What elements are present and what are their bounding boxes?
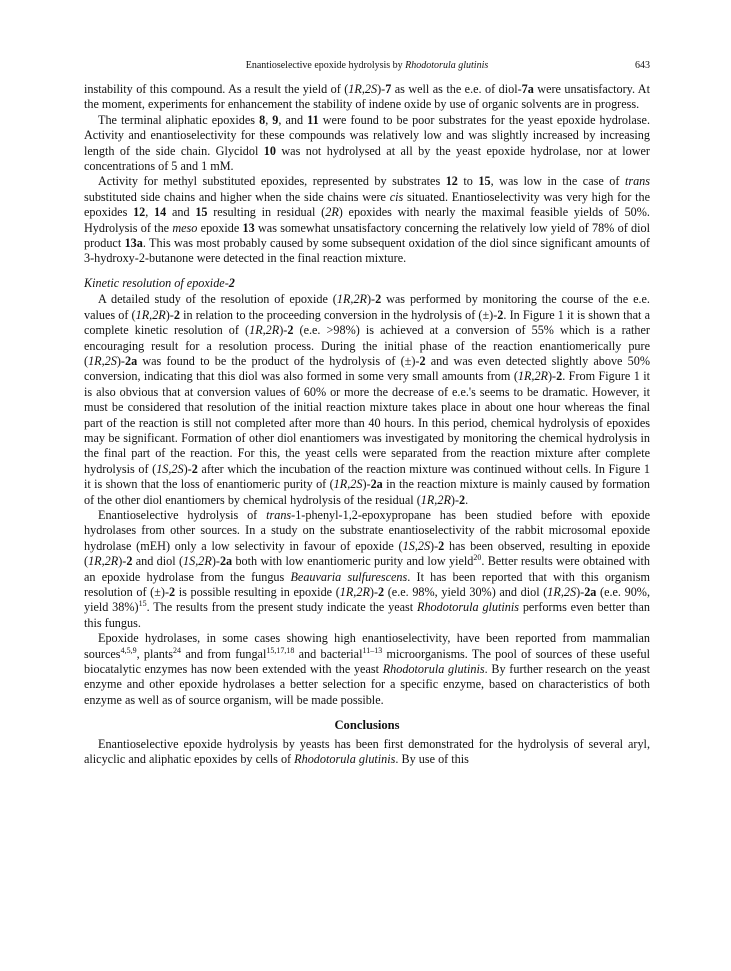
italic-text: 1R,2R <box>249 323 280 338</box>
italic-text: 1R,2R <box>336 292 367 307</box>
compound-number: 2 <box>459 492 466 507</box>
text-run: , and <box>278 112 308 127</box>
text-run: has been observed, resulting in epoxide ( <box>84 538 650 569</box>
italic-text: trans <box>266 507 292 522</box>
compound-number: 14 <box>154 205 167 220</box>
compound-number: 11 <box>307 112 319 127</box>
text-run: )- <box>366 292 376 307</box>
citation-ref: 20 <box>473 553 482 563</box>
text-run: )- <box>118 554 127 569</box>
compound-number: 7a <box>521 82 534 96</box>
text-run: Enantioselective hydrolysis of <box>98 507 267 522</box>
paragraph <box>84 292 650 508</box>
compound-number: 2 <box>287 323 294 338</box>
text-run: and from fungal <box>181 646 267 661</box>
italic-text: 1S,2R <box>183 554 212 569</box>
text-run: epoxide <box>197 220 243 235</box>
text-run: resulting in residual ( <box>207 205 326 220</box>
text-run: , <box>145 205 155 220</box>
running-title-text: Enantioselective epoxide hydrolysis by <box>245 60 406 71</box>
paragraph <box>84 631 650 708</box>
italic-text: 1R,2R <box>517 369 548 384</box>
italic-text: 1R,2S <box>88 353 117 368</box>
text-run: (e.e. 90%, yield 38%) <box>84 585 650 615</box>
italic-text: trans <box>624 174 651 189</box>
compound-number: 2 <box>378 585 385 599</box>
compound-number: 2 <box>419 353 426 368</box>
italic-text: 1S,2S <box>156 461 184 476</box>
text-run: and diol ( <box>132 554 184 569</box>
text-run: )- <box>362 477 371 492</box>
subsection-heading-compound: 2 <box>228 275 235 290</box>
text-run: )- <box>450 492 460 507</box>
text-run: )- <box>430 538 439 553</box>
text-run: . In Figure 1 it is shown that a complete kinetic resolution of ( <box>84 307 650 338</box>
text-run: . From Figure 1 it is also obvious that at conversion values of 60% or more the decrease of e.e.'s seems to be dramatic. However, it must be considered that resolution of the initial reaction mixture takes place in about one hour whereas the final part of the reaction is still not completed after more than 40 hours. In this period, chemical hydrolysis of epoxides may be significant. Formation of other diol enantiomers was investigated by monitoring the chemical hydrolysis in the final part of the reaction. For this, the yeast cells were separated from the reaction mixture after complete hydrolysis of ( <box>84 369 650 476</box>
italic-text: 1R,2R <box>420 492 451 507</box>
text-run: (e.e. 98%, yield 30%) and diol ( <box>384 585 548 599</box>
text-run: . It has been reported that with this organism resolution of (±)- <box>84 569 650 599</box>
citation-ref: 15,17,18 <box>266 645 295 655</box>
compound-number: 2 <box>173 307 180 322</box>
italic-text: 1S,2S <box>402 538 431 553</box>
running-title <box>84 60 650 72</box>
text-run: and bacterial <box>294 646 363 661</box>
citation-ref: 24 <box>173 645 182 655</box>
text-run: )- <box>377 82 386 96</box>
text-run: , <box>265 112 273 127</box>
compound-number: 8 <box>259 112 266 127</box>
text-run: were unsatisfactory. At the moment, experiments for enhancement the stability of indene oxide by use of organic solvents are in progress. <box>84 82 650 112</box>
page-number: 643 <box>635 60 650 71</box>
italic-text: Beauvaria sulfurescens <box>290 569 408 584</box>
text-run: after which the incubation of the reaction mixture was continued without cells. In Figure 1 it is shown that the loss of enantiomeric purity of ( <box>84 461 651 492</box>
text-run: substituted side chains and higher when the side chains were <box>84 189 390 204</box>
text-run: . This was most probably caused by some subsequent oxidation of the diol since significant amounts of 3-hydroxy-2-butanone were detected in the final reaction mixture. <box>84 236 650 266</box>
text-run: . By use of this <box>395 752 469 767</box>
text-run: , plants <box>136 646 174 661</box>
text-run: (e.e. >98%) is achieved at a conversion of 55% which is a rather encouraging result for a resolution process. During the initial phase of the reaction enantiomerically pure ( <box>84 323 650 368</box>
compound-number: 9 <box>272 112 279 127</box>
text-run: , was low in the case of <box>490 174 625 189</box>
citation-ref: 4,5,9 <box>120 645 137 655</box>
italic-text: 1R,2R <box>339 585 370 599</box>
text-run: )- <box>576 585 585 599</box>
compound-number: 2 <box>375 292 382 307</box>
italic-text: Rhodotorula glutinis <box>417 600 520 615</box>
paragraph <box>84 113 650 175</box>
italic-text: 1R,2R <box>135 307 166 322</box>
italic-text: 1R,2R <box>88 554 119 569</box>
text-run: -1-phenyl-1,2-epoxypropane has been studied before with epoxide hydrolases from other sources. In a study on the substrate enantioselectivity of the rabbit microsomal epoxide hydrolase (mEH) only a low selectivity in favour of epoxide ( <box>84 507 650 553</box>
text-run: )- <box>183 461 192 476</box>
text-run: microorganisms. The pool of sources of these useful biocatalytic enzymes has now been extended with the yeast <box>84 646 650 677</box>
text-run: in relation to the proceeding conversion in the hydrolysis of (±)- <box>179 307 498 322</box>
text-run: was somewhat unsatisfactory concerning the relatively low yield of 78% of diol product <box>84 220 650 251</box>
text-run: and was even detected slightly above 50% conversion, indicating that this diol was also formed in some very small amounts from ( <box>84 353 650 384</box>
paragraph <box>84 737 650 768</box>
text-run: . Better results were obtained with an epoxide hydrolase from the fungus <box>84 554 650 584</box>
compound-number: 2a <box>370 477 383 492</box>
compound-number: 13 <box>242 220 255 235</box>
text-run: A detailed study of the resolution of epoxide ( <box>98 292 337 307</box>
italic-text: Rhodotorula glutinis <box>294 752 396 767</box>
compound-number: 10 <box>263 143 276 158</box>
text-run: )- <box>279 323 288 338</box>
italic-text: 2R <box>325 205 339 220</box>
text-run: is possible resulting in epoxide ( <box>175 585 340 599</box>
compound-number: 12 <box>445 174 458 189</box>
compound-number: 7 <box>385 82 392 96</box>
article-body <box>84 82 650 767</box>
compound-number: 15 <box>195 205 208 220</box>
compound-number: 2 <box>438 538 445 553</box>
text-run: )- <box>116 353 125 368</box>
italic-text: Rhodotorula glutinis <box>382 662 485 677</box>
text-run: . <box>465 492 469 507</box>
subsection-heading <box>84 276 650 291</box>
italic-text: 1R,2S <box>348 82 378 96</box>
italic-text: 1R,2S <box>333 477 363 492</box>
compound-number: 2a <box>584 585 597 599</box>
compound-number: 12 <box>133 205 146 220</box>
section-heading: Conclusions <box>334 718 400 733</box>
text-run: and <box>166 205 196 220</box>
citation-ref: 15 <box>138 599 147 609</box>
compound-number: 2 <box>556 369 563 384</box>
running-title-organism: Rhodotorula glutinis <box>405 60 489 71</box>
compound-number: 13a <box>124 236 143 251</box>
italic-text: meso <box>172 220 198 235</box>
compound-number: 15 <box>478 174 491 189</box>
paragraph <box>84 82 650 113</box>
text-run: Activity for methyl substituted epoxides, represented by substrates <box>98 174 446 189</box>
text-run: to <box>457 174 479 189</box>
text-run: Enantioselective epoxide hydrolysis by yeasts has been first demonstrated for the hydrolysis of several aryl, alicyclic and aliphatic epoxides by cells of <box>84 736 650 767</box>
text-run: . The results from the present study indicate the yeast <box>146 600 418 615</box>
text-run: was found to be the product of the hydrolysis of (±)- <box>137 353 420 368</box>
text-run: as well as the e.e. of diol- <box>391 82 522 96</box>
compound-number: 2a <box>219 554 233 569</box>
subsection-heading-text: Kinetic resolution of epoxide- <box>84 275 229 290</box>
compound-number: 2 <box>169 585 176 599</box>
text-run: were found to be poor substrates for the yeast epoxide hydrolase. Activity and enantioselectivity for these compounds was relatively low and was slightly increased by increasing length of the side chain. Glycidol <box>84 112 650 158</box>
text-run: was not hydrolysed at all by the yeast epoxide hydrolase, nor at lower concentrations of 5 and 1 mM. <box>84 143 650 174</box>
text-run: situated. Enantioselectivity was very high for the epoxides <box>84 189 650 220</box>
text-run: . By further research on the yeast enzyme and other epoxide hydrolases a better selection for a specific enzyme, based on characteristics of both enzyme as well as of source organism, will be made possible. <box>84 662 651 707</box>
compound-number: 2 <box>497 307 504 322</box>
citation-ref: 11–13 <box>362 645 383 655</box>
text-run: The terminal aliphatic epoxides <box>98 112 260 127</box>
text-run: in the reaction mixture is mainly caused by formation of the other diol enantiomers by chemical hydrolysis of the residual ( <box>84 477 650 507</box>
paragraph <box>84 508 650 631</box>
text-run: )- <box>548 369 557 384</box>
text-run: )- <box>369 585 379 599</box>
paragraph <box>84 174 650 266</box>
italic-text: 1R,2S <box>547 585 577 599</box>
text-run: was performed by monitoring the course of the e.e. values of ( <box>84 292 650 322</box>
compound-number: 2a <box>124 353 138 368</box>
text-run: )- <box>211 554 220 569</box>
text-run: Epoxide hydrolases, in some cases showing high enantioselectivity, have been reported from mammalian sources <box>84 631 650 661</box>
compound-number: 2 <box>126 554 133 569</box>
text-run: ) epoxides with nearly the maximal feasible yields of 50%. Hydrolysis of the <box>84 205 650 235</box>
italic-text: cis <box>389 189 404 204</box>
compound-number: 2 <box>191 461 198 476</box>
text-run: performs even better than this fungus. <box>84 600 650 630</box>
text-run: instability of this compound. As a result the yield of ( <box>84 82 349 96</box>
text-run: both with low enantiomeric purity and low yield <box>232 554 474 569</box>
text-run: )- <box>165 307 174 322</box>
